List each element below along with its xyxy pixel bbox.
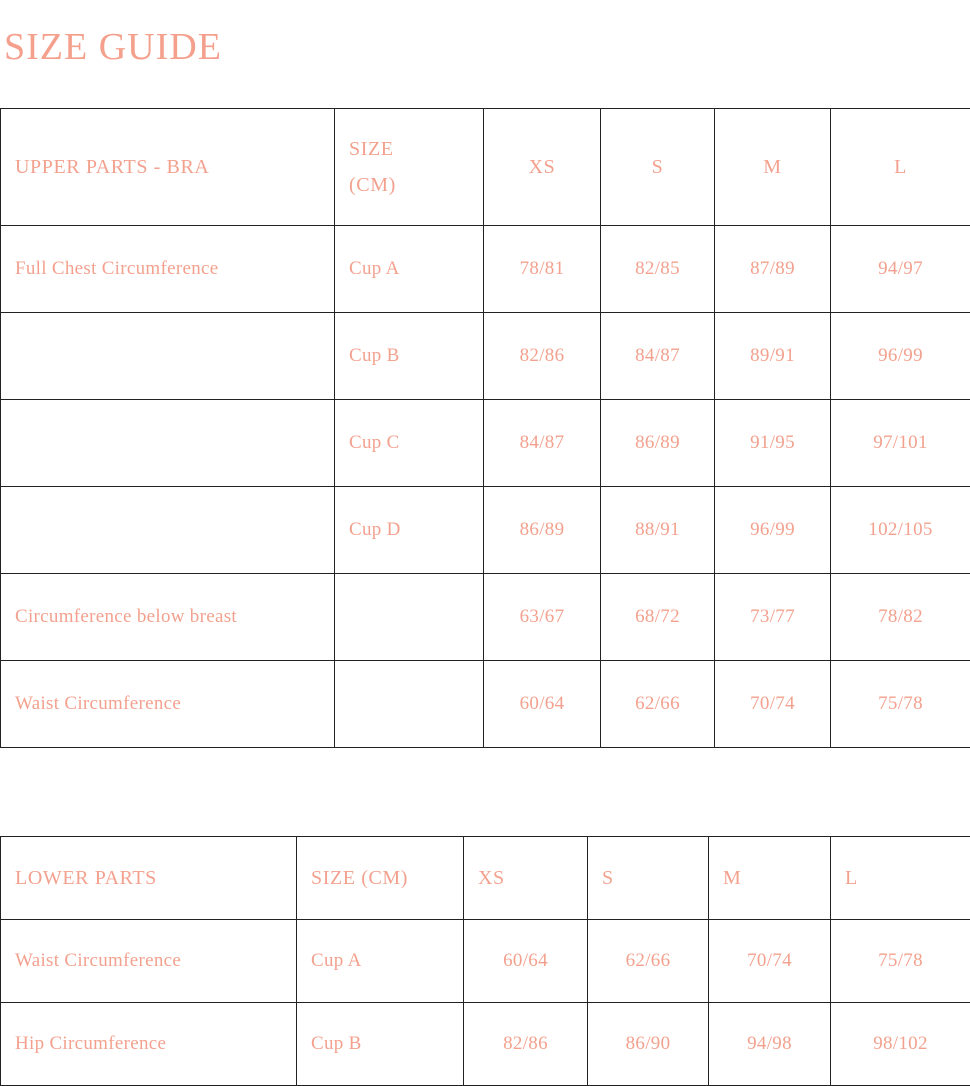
row-label: Circumference below breast [1,574,335,661]
row-s: 62/66 [601,661,715,748]
header-m: M [715,109,831,226]
row-m: 70/74 [709,920,831,1003]
table-row [1,400,970,487]
row-s: 84/87 [601,313,715,400]
header-size-cm [335,109,484,226]
row-l: 98/102 [831,1003,970,1086]
row-label [1,487,335,574]
header-size-cm: SIZE (CM) [297,837,464,920]
row-m: 91/95 [715,400,831,487]
table-row [1,661,970,748]
upper-parts-size-table [0,108,970,748]
header-lower-parts: LOWER PARTS [1,837,297,920]
row-size: Cup D [335,487,484,574]
row-m: 89/91 [715,313,831,400]
row-xs: 84/87 [484,400,601,487]
row-s: 86/89 [601,400,715,487]
row-size [335,574,484,661]
row-xs: 63/67 [484,574,601,661]
row-label [1,400,335,487]
header-s: S [601,109,715,226]
table-row [1,313,970,400]
table-row [1,226,970,313]
row-size: Cup B [297,1003,464,1086]
row-label: Waist Circumference [1,920,297,1003]
row-size: Cup A [297,920,464,1003]
row-l: 78/82 [831,574,970,661]
header-l: L [831,837,970,920]
row-m: 73/77 [715,574,831,661]
row-size: Cup B [335,313,484,400]
row-xs: 78/81 [484,226,601,313]
row-xs: 60/64 [464,920,588,1003]
row-size: Cup A [335,226,484,313]
row-label: Waist Circumference [1,661,335,748]
row-s: 88/91 [601,487,715,574]
row-xs: 86/89 [484,487,601,574]
header-size-line2: (CM) [349,167,469,203]
row-xs: 82/86 [464,1003,588,1086]
header-xs: XS [464,837,588,920]
table-header-row [1,837,970,920]
row-m: 70/74 [715,661,831,748]
row-s: 82/85 [601,226,715,313]
row-l: 96/99 [831,313,970,400]
row-xs: 60/64 [484,661,601,748]
table-row [1,920,970,1003]
header-s: S [588,837,709,920]
row-l: 75/78 [831,661,970,748]
table-header-row [1,109,970,226]
row-m: 96/99 [715,487,831,574]
row-l: 75/78 [831,920,970,1003]
header-xs: XS [484,109,601,226]
row-s: 62/66 [588,920,709,1003]
row-label: Full Chest Circumference [1,226,335,313]
row-size: Cup C [335,400,484,487]
header-upper-parts: UPPER PARTS - BRA [1,109,335,226]
row-l: 97/101 [831,400,970,487]
row-l: 94/97 [831,226,970,313]
lower-parts-size-table [0,836,970,1086]
page-title: SIZE GUIDE [0,0,970,66]
row-m: 94/98 [709,1003,831,1086]
row-s: 86/90 [588,1003,709,1086]
row-s: 68/72 [601,574,715,661]
table-row [1,487,970,574]
header-size-line1: SIZE [349,131,469,167]
table-row [1,574,970,661]
row-label [1,313,335,400]
row-size [335,661,484,748]
header-l: L [831,109,970,226]
row-m: 87/89 [715,226,831,313]
row-label: Hip Circumference [1,1003,297,1086]
table-row [1,1003,970,1086]
row-l: 102/105 [831,487,970,574]
row-xs: 82/86 [484,313,601,400]
header-m: M [709,837,831,920]
